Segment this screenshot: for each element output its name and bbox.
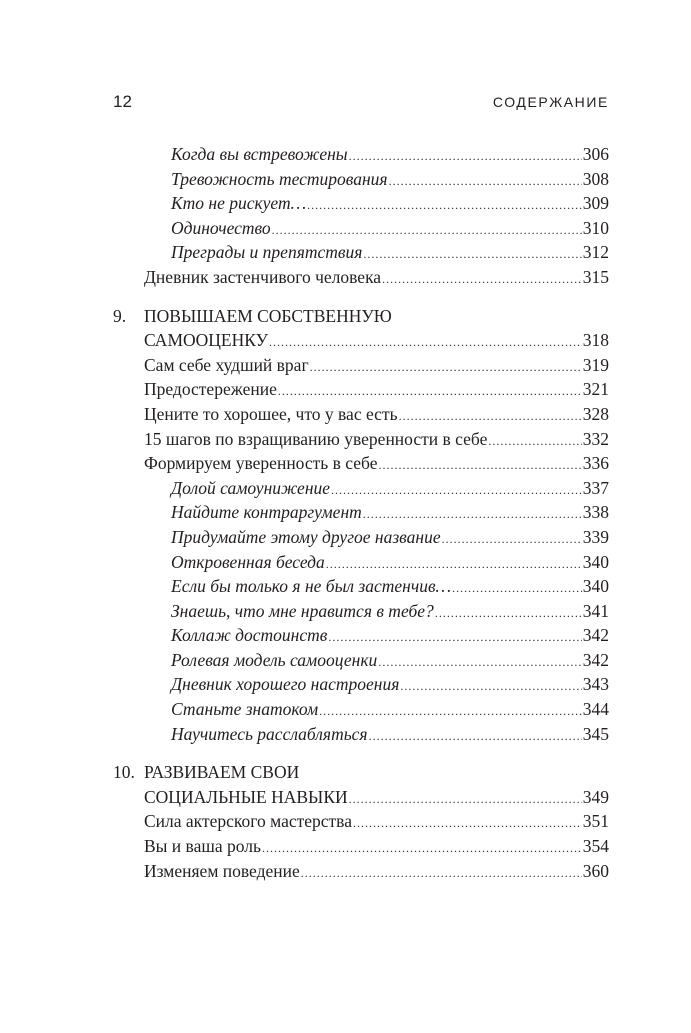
toc-entry-title: Если бы только я не был застенчив… [171, 576, 452, 597]
toc-entry-page: 309 [582, 193, 609, 214]
dot-leader [363, 242, 581, 267]
toc-section-page: 332 [582, 428, 609, 449]
toc-entry-title: Ролевая модель самооценки [171, 649, 378, 670]
dot-leader [328, 625, 581, 650]
toc-section-title: Сила актерского мастерства [144, 811, 352, 832]
toc-entry-title: Придумайте этому другое название [171, 526, 441, 547]
toc-entry-title: Коллаж достоинств [171, 625, 328, 646]
toc-entry[interactable] [113, 722, 609, 747]
dot-leader [435, 601, 582, 626]
toc-section-title: Вы и ваша роль [144, 836, 261, 857]
toc-section[interactable] [113, 859, 609, 884]
toc-entry-page: 345 [582, 723, 609, 744]
dot-leader [452, 576, 582, 601]
dot-leader [400, 674, 581, 699]
dot-leader [389, 169, 582, 194]
toc-entry[interactable] [113, 550, 609, 575]
toc-entry-page: 337 [582, 477, 609, 498]
page-header [113, 92, 609, 116]
toc-entry[interactable] [113, 240, 609, 265]
toc-section-title: Дневник застенчивого человека [144, 266, 382, 287]
toc-section[interactable] [113, 809, 609, 834]
toc-entry[interactable] [113, 574, 609, 599]
dot-leader [349, 787, 582, 812]
toc-entry-page: 342 [582, 649, 609, 670]
toc-entry-title: Кто не рискует… [171, 193, 307, 214]
toc-entry-title: Долой самоунижение [171, 477, 331, 498]
running-head: СОДЕРЖАНИЕ [492, 94, 609, 110]
chapter-number: 9. [113, 305, 127, 326]
toc-section[interactable] [113, 265, 609, 290]
dot-leader [442, 527, 582, 552]
toc-section-title: Цените то хорошее, что у вас есть [144, 403, 398, 424]
toc-entry-page: 340 [582, 576, 609, 597]
dot-leader [399, 404, 582, 429]
toc-entry[interactable] [113, 599, 609, 624]
dot-leader [331, 478, 582, 503]
toc-entry[interactable] [113, 476, 609, 501]
chapter-title: СОЦИАЛЬНЫЕ НАВЫКИ [144, 786, 348, 807]
dot-leader [272, 218, 582, 243]
toc-section-title: Формируем уверенность в себе [144, 453, 378, 474]
toc-entry-page: 308 [582, 168, 609, 189]
dot-leader [319, 699, 582, 724]
toc-entry-title: Откровенная беседа [171, 551, 325, 572]
dot-leader [378, 453, 581, 478]
toc-entry-page: 341 [582, 600, 609, 621]
toc-section-title: Предостережение [144, 379, 277, 400]
chapter-10-heading[interactable] [113, 760, 609, 785]
toc-entry[interactable] [113, 623, 609, 648]
toc-entry-page: 312 [582, 242, 609, 263]
toc-section-title: Сам себе худший враг [144, 354, 309, 375]
chapter-page: 318 [582, 330, 609, 351]
toc-entry[interactable] [113, 142, 609, 167]
dot-leader [349, 144, 582, 169]
toc-entry-page: 306 [582, 144, 609, 164]
dot-leader [378, 650, 581, 675]
toc-entry-page: 342 [582, 625, 609, 646]
toc-section-page: 354 [582, 836, 609, 857]
toc-section[interactable] [113, 377, 609, 402]
chapter-title: ПОВЫШАЕМ СОБСТВЕННУЮ [144, 305, 392, 326]
toc-entry[interactable] [113, 697, 609, 722]
toc-section-page: 336 [582, 453, 609, 474]
toc-section-page: 315 [582, 266, 609, 287]
toc-section-title: Изменяем поведение [144, 860, 300, 881]
toc-entry-title: Найдите контраргумент [171, 502, 362, 523]
toc-entry-title: Научитесь расслабляться [171, 723, 368, 744]
dot-leader [382, 267, 582, 292]
toc-section[interactable] [113, 353, 609, 378]
toc-section-page: 321 [582, 379, 609, 400]
dot-leader [363, 502, 582, 527]
dot-leader [262, 836, 582, 861]
toc-entry-title: Знаешь, что мне нравится в тебе? [171, 600, 434, 621]
toc-section[interactable] [113, 834, 609, 859]
toc-entry-page: 310 [582, 217, 609, 238]
toc-entry-title: Станьте знатоком [171, 699, 319, 720]
page-number: 12 [113, 92, 132, 111]
toc-entry[interactable] [113, 525, 609, 550]
toc-entry-page: 338 [582, 502, 609, 523]
toc-entry[interactable] [113, 672, 609, 697]
dot-leader [488, 429, 581, 454]
toc-section[interactable] [113, 427, 609, 452]
dot-leader [269, 330, 582, 355]
toc-section-page: 328 [582, 403, 609, 424]
toc-section-title: 15 шагов по взращиванию уверенности в себе [144, 428, 488, 449]
dot-leader [353, 811, 582, 836]
chapter-title: САМООЦЕНКУ [144, 330, 268, 351]
dot-leader [301, 861, 582, 886]
dot-leader [326, 552, 582, 577]
chapter-number: 10. [113, 762, 135, 783]
toc-entry[interactable] [113, 191, 609, 216]
chapter-title: РАЗВИВАЕМ СВОИ [144, 762, 300, 783]
toc-entry-title: Дневник хорошего настроения [171, 674, 400, 695]
toc-entry-page: 339 [582, 526, 609, 547]
toc-entry[interactable] [113, 167, 609, 192]
toc-section-page: 319 [582, 354, 609, 375]
toc-entry-title: Тревожность тестирования [171, 168, 388, 189]
toc-entry[interactable] [113, 500, 609, 525]
dot-leader [369, 724, 582, 749]
toc-entry-title: Одиночество [171, 217, 271, 238]
toc-entry-page: 343 [582, 674, 609, 695]
chapter-9-heading[interactable] [113, 304, 609, 329]
dot-leader [310, 355, 582, 380]
toc-section[interactable] [113, 402, 609, 427]
chapter-9-heading-cont[interactable] [113, 328, 609, 353]
toc-entry-page: 340 [582, 551, 609, 572]
toc-entry[interactable] [113, 648, 609, 673]
toc-entry-title: Преграды и препятствия [171, 242, 363, 263]
toc-entry[interactable] [113, 216, 609, 241]
chapter-page: 349 [582, 786, 609, 807]
dot-leader [278, 379, 582, 404]
toc-entry-title: Когда вы встревожены [171, 144, 348, 164]
dot-leader [307, 193, 582, 218]
chapter-10-heading-cont[interactable] [113, 785, 609, 810]
toc-section-page: 360 [582, 860, 609, 881]
toc-entry-page: 344 [582, 699, 609, 720]
table-of-contents [113, 142, 609, 883]
toc-section[interactable] [113, 451, 609, 476]
toc-section-page: 351 [582, 811, 609, 832]
